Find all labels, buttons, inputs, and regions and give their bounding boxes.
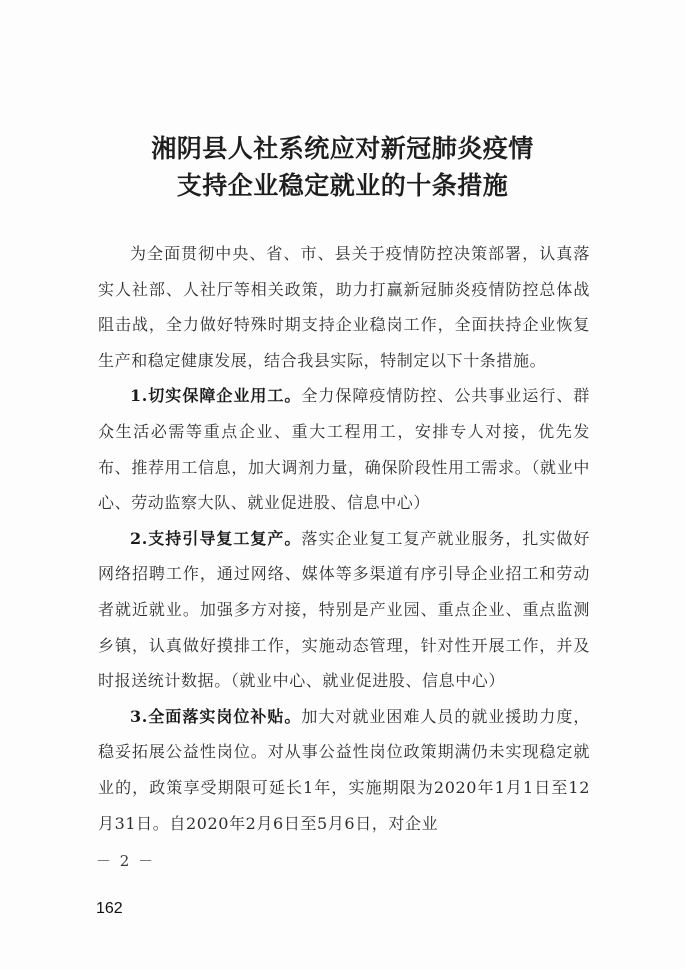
measure-text-1: 全力保障疫情防控、公共事业运行、群众生活必需等重点企业、重大工程用工，安排专人对接，优先发布、推荐用工信息，加大调剂力量，确保阶段性用工需求。（就业中心、劳动监察大队、就业促进股、信息中心） [98,386,590,513]
measure-heading-2: 2.支持引导复工复产。 [130,528,302,548]
intro-paragraph: 为全面贯彻中央、省、市、县关于疫情防控决策部署，认真落实人社部、人社厅等相关政策，助力打赢新冠肺炎疫情防控总体战阻击战，全力做好特殊时期支持企业稳岗工作，全面扶持企业恢复生产和稳定健康发展，结合我县实际，特制定以下十条措施。 [98,244,590,370]
measure-heading-1: 1.切实保障企业用工。 [130,386,302,406]
measure-paragraph-3 [98,699,590,841]
measure-heading-3: 3.全面落实岗位补贴。 [130,706,302,726]
document-title-line-1: 湘阴县人社系统应对新冠肺炎疫情 [151,134,534,163]
measure-text-3: 加大对就业困难人员的就业援助力度，稳妥拓展公益性岗位。对从事公益性岗位政策期满仍未实现稳定就业的，政策享受期限可延长1年，实施期限为2020年1月1日至12月31日。自2020年2月6日至5月6日，对企业 [98,706,590,833]
measure-paragraph-2 [98,521,590,699]
document-body [98,236,590,841]
measure-text-2: 落实企业复工复产就业服务，扎实做好网络招聘工作，通过网络、媒体等多渠道有序引导企业招工和劳动者就近就业。加强多方对接，特别是产业园、重点企业、重点监测乡镇，认真做好摸排工作，实施动态管理，针对性开展工作，并及时报送统计数据。（就业中心、就业促进股、信息中心） [98,528,590,691]
document-title-line-2: 支持企业稳定就业的十条措施 [176,171,509,200]
page-number: － 2 － [96,852,156,870]
folio-number: 162 [96,900,123,917]
measure-paragraph-1 [98,378,590,520]
